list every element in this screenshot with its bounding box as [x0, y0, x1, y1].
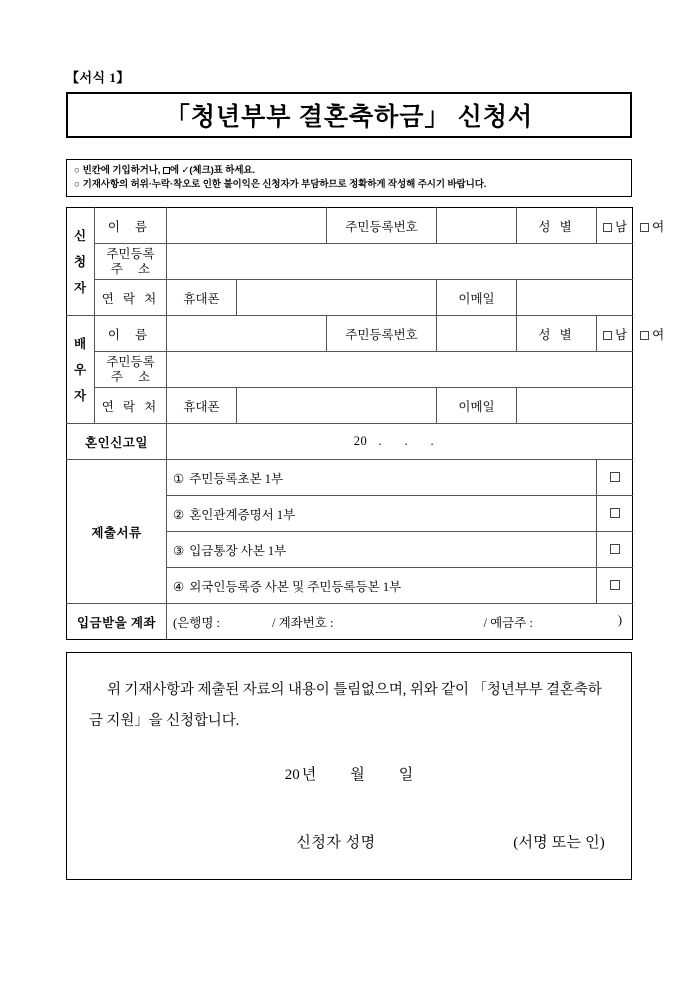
- applicant-rrn-input[interactable]: [437, 208, 517, 244]
- document-item-2: [167, 496, 597, 532]
- declaration-signer-label: 신청자 성명: [296, 835, 376, 851]
- document-item-1-checkbox-cell[interactable]: [597, 460, 633, 496]
- applicant-side-char-2: 청: [73, 254, 88, 269]
- spouse-side-label: [67, 316, 95, 424]
- checkbox-glyph-icon: [163, 167, 170, 174]
- notice-line-2: [74, 178, 624, 192]
- document-item-2-checkbox-cell[interactable]: [597, 496, 633, 532]
- account-bank-label: (은행명 :: [173, 615, 220, 630]
- spouse-rrn-input[interactable]: [437, 316, 517, 352]
- marriage-report-dot-1: .: [378, 434, 383, 448]
- document-item-3-checkbox-cell[interactable]: [597, 532, 633, 568]
- document-row-1: [67, 460, 633, 496]
- spouse-side-char-1: 배: [73, 336, 88, 351]
- spouse-address-label-line1: 주민등록: [106, 354, 155, 369]
- notice-line-1-before: 빈칸에 기입하거나,: [82, 165, 161, 176]
- applicant-contact-row: [67, 280, 633, 316]
- notice-bullet-2: ○: [74, 179, 80, 190]
- spouse-gender-options[interactable]: [597, 316, 665, 352]
- spouse-address-input[interactable]: [167, 352, 633, 388]
- account-holder-label: / 예금주 :: [483, 615, 533, 630]
- document-item-3-checkbox[interactable]: [610, 544, 620, 554]
- account-row: [67, 604, 633, 640]
- document-item-1-text: 주민등록초본 1부: [189, 471, 284, 486]
- form-number-label: 【서식 1】: [66, 70, 130, 85]
- declaration-date-year-label: 년: [301, 767, 317, 783]
- applicant-gender-female-checkbox[interactable]: [640, 223, 649, 232]
- notice-box: [66, 159, 632, 197]
- applicant-mobile-label: 휴대폰: [167, 280, 237, 316]
- applicant-rrn-label: 주민등록번호: [327, 208, 437, 244]
- document-item-1-number: ①: [173, 471, 185, 486]
- account-fields[interactable]: [167, 604, 633, 640]
- spouse-name-label: 이 름: [95, 316, 167, 352]
- title-box: [66, 92, 632, 138]
- spouse-side-char-2: 우: [73, 362, 88, 377]
- document-item-2-text: 혼인관계증명서 1부: [189, 507, 296, 522]
- applicant-address-input[interactable]: [167, 244, 633, 280]
- applicant-address-label-line2: 주 소: [110, 261, 157, 276]
- applicant-email-label: 이메일: [437, 280, 517, 316]
- spouse-gender-female-checkbox[interactable]: [640, 331, 649, 340]
- spouse-address-label: [95, 352, 167, 388]
- declaration-box: [66, 652, 632, 880]
- document-item-4: [167, 568, 597, 604]
- spouse-email-label: 이메일: [437, 388, 517, 424]
- document-item-1: [167, 460, 597, 496]
- notice-line-1: [74, 164, 624, 178]
- applicant-name-row: [67, 208, 633, 244]
- applicant-gender-female-label: 여: [652, 219, 665, 234]
- document-item-3-text: 입금통장 사본 1부: [189, 543, 287, 558]
- applicant-side-char-1: 신: [73, 228, 88, 243]
- spouse-address-row: [67, 352, 633, 388]
- declaration-signature-line: [67, 831, 605, 852]
- document-item-1-checkbox[interactable]: [610, 472, 620, 482]
- applicant-gender-label: 성 별: [517, 208, 597, 244]
- declaration-paragraph: 위 기재사항과 제출된 자료의 내용이 틀림없으며, 위와 같이 「청년부부 결혼축하금 지원」을 신청합니다.: [89, 682, 602, 729]
- spouse-address-label-line2: 주 소: [110, 369, 157, 384]
- document-item-3: [167, 532, 597, 568]
- document-item-4-number: ④: [173, 579, 185, 594]
- spouse-gender-male-checkbox[interactable]: [603, 331, 612, 340]
- document-item-4-checkbox[interactable]: [610, 580, 620, 590]
- applicant-contact-label: 연 락 처: [95, 280, 167, 316]
- spouse-name-input[interactable]: [167, 316, 327, 352]
- declaration-date-year-prefix: 20: [284, 767, 300, 783]
- marriage-report-dot-3: .: [430, 434, 435, 448]
- applicant-gender-male-label: 남: [615, 219, 628, 234]
- spouse-side-char-3: 자: [73, 388, 88, 403]
- applicant-name-label: 이 름: [95, 208, 167, 244]
- document-item-3-number: ③: [173, 543, 185, 558]
- marriage-report-row: [67, 424, 633, 460]
- spouse-gender-male-label: 남: [615, 327, 628, 342]
- declaration-seal-label: (서명 또는 인): [513, 835, 605, 851]
- documents-label: 제출서류: [67, 460, 167, 604]
- marriage-report-dot-2: .: [404, 434, 409, 448]
- applicant-side-char-3: 자: [73, 280, 88, 295]
- declaration-date[interactable]: [67, 763, 631, 784]
- marriage-report-label: 혼인신고일: [67, 424, 167, 460]
- notice-line-1-after: 에 ✓(체크)표 하세요.: [169, 165, 256, 176]
- document-item-2-number: ②: [173, 507, 185, 522]
- account-close-paren: ): [617, 612, 623, 627]
- spouse-gender-female-label: 여: [652, 327, 665, 342]
- account-label: 입금받을 계좌: [67, 604, 167, 640]
- main-form-table: [66, 207, 665, 640]
- marriage-report-year-prefix: 20: [353, 434, 368, 448]
- spouse-gender-label: 성 별: [517, 316, 597, 352]
- applicant-address-label-line1: 주민등록: [106, 246, 155, 261]
- spouse-name-row: [67, 316, 633, 352]
- marriage-report-date-input[interactable]: [167, 424, 633, 460]
- notice-line-2-text: 기재사항의 허위·누락·착오로 인한 불이익은 신청자가 부담하므로 정확하게 작성해 주시기 바랍니다.: [82, 179, 487, 190]
- notice-bullet-1: ○: [74, 165, 80, 176]
- document-item-4-text: 외국인등록증 사본 및 주민등록등본 1부: [189, 579, 402, 594]
- declaration-date-day-label: 일: [398, 767, 414, 783]
- account-number-label: / 계좌번호 :: [272, 615, 334, 630]
- spouse-contact-label: 연 락 처: [95, 388, 167, 424]
- applicant-side-label: [67, 208, 95, 316]
- declaration-date-month-label: 월: [350, 767, 365, 783]
- spouse-email-input[interactable]: [517, 388, 633, 424]
- applicant-name-input[interactable]: [167, 208, 327, 244]
- document-item-4-checkbox-cell[interactable]: [597, 568, 633, 604]
- spouse-mobile-input[interactable]: [237, 388, 437, 424]
- applicant-email-input[interactable]: [517, 280, 633, 316]
- applicant-mobile-input[interactable]: [237, 280, 437, 316]
- applicant-address-label: [95, 244, 167, 280]
- spouse-mobile-label: 휴대폰: [167, 388, 237, 424]
- applicant-address-row: [67, 244, 633, 280]
- applicant-gender-male-checkbox[interactable]: [603, 223, 612, 232]
- applicant-gender-options[interactable]: [597, 208, 665, 244]
- spouse-contact-row: [67, 388, 633, 424]
- document-item-2-checkbox[interactable]: [610, 508, 620, 518]
- page-title: 「청년부부 결혼축하금」 신청서: [164, 104, 534, 131]
- spouse-rrn-label: 주민등록번호: [327, 316, 437, 352]
